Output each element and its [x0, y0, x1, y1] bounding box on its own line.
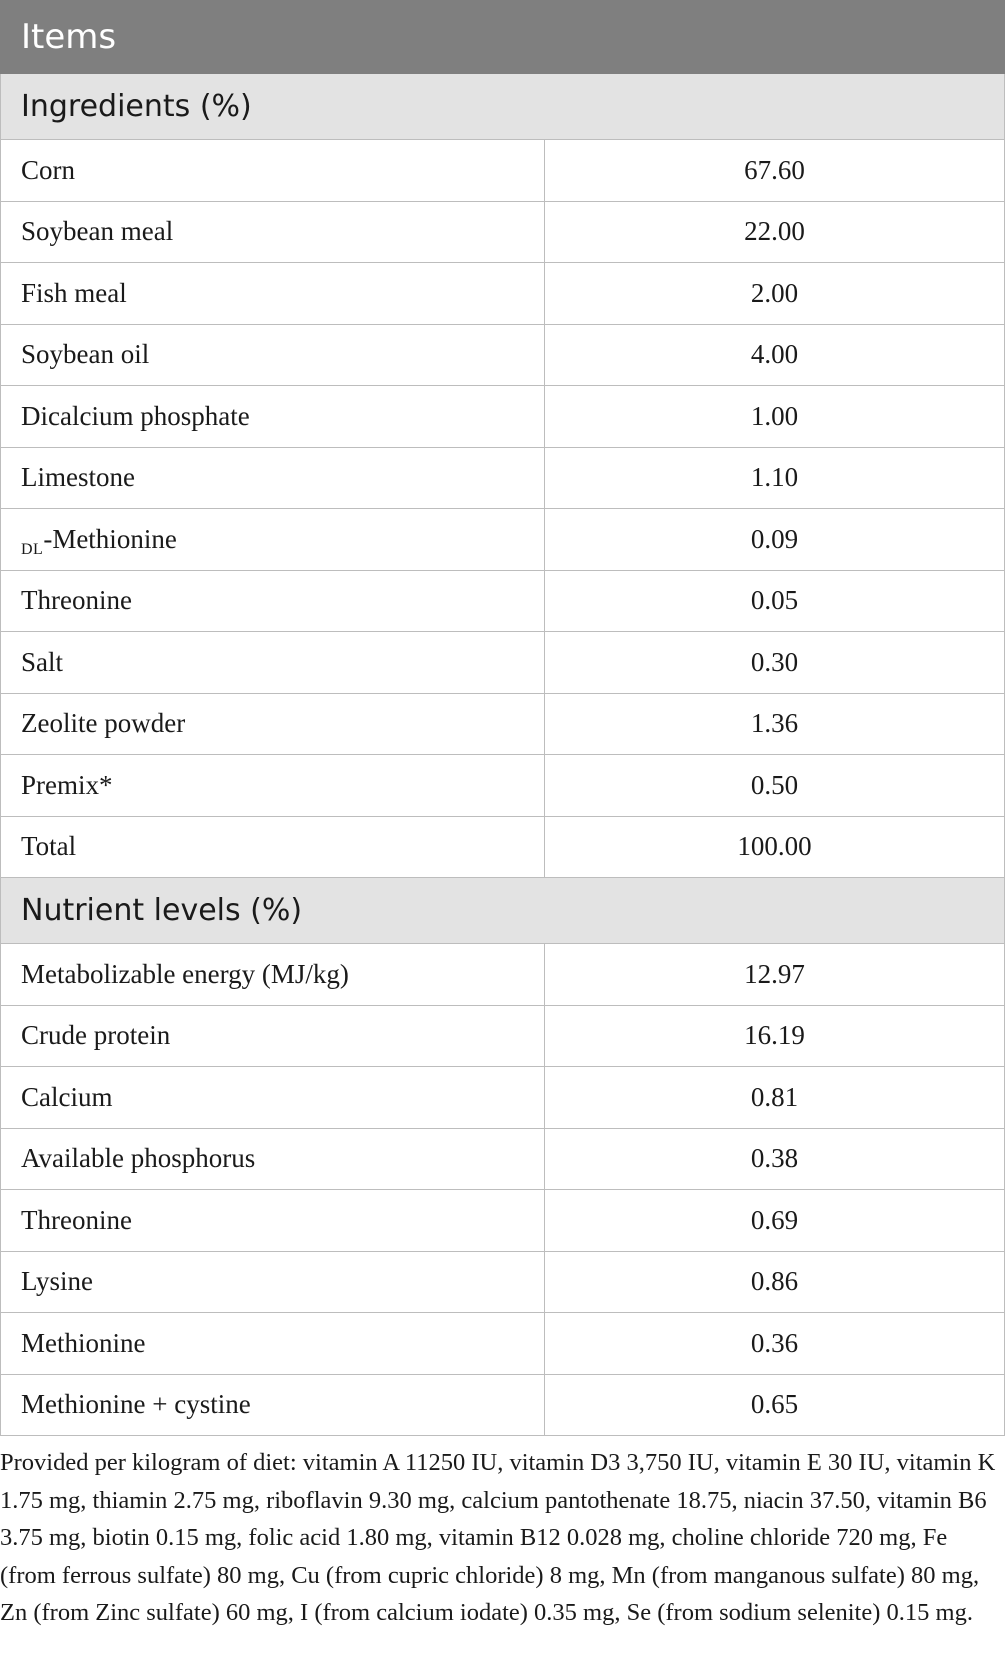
table-row [1, 1128, 1005, 1190]
row-label: Available phosphorus [1, 1128, 545, 1190]
row-value: 0.81 [545, 1067, 1005, 1129]
table-row [1, 755, 1005, 817]
row-label: Salt [1, 632, 545, 694]
row-value: 1.00 [545, 386, 1005, 448]
row-value: 0.36 [545, 1313, 1005, 1375]
table-row [1, 1190, 1005, 1252]
table-row [1, 324, 1005, 386]
table-row [1, 944, 1005, 1006]
section-header-row [1, 74, 1005, 140]
table-row [1, 570, 1005, 632]
row-value: 16.19 [545, 1005, 1005, 1067]
row-label: Lysine [1, 1251, 545, 1313]
table-row [1, 693, 1005, 755]
row-label: Soybean oil [1, 324, 545, 386]
row-value: 0.65 [545, 1374, 1005, 1436]
row-value: 0.38 [545, 1128, 1005, 1190]
row-value: 0.50 [545, 755, 1005, 817]
table-row [1, 1251, 1005, 1313]
row-value: 1.36 [545, 693, 1005, 755]
row-label: Threonine [1, 1190, 545, 1252]
table-row [1, 1313, 1005, 1375]
table-row [1, 1067, 1005, 1129]
row-label-text: -Methionine [43, 523, 177, 554]
row-label: Methionine [1, 1313, 545, 1375]
row-label: Metabolizable energy (MJ/kg) [1, 944, 545, 1006]
table-row [1, 1374, 1005, 1436]
row-value: 67.60 [545, 140, 1005, 202]
row-label: Threonine [1, 570, 545, 632]
row-label: Zeolite powder [1, 693, 545, 755]
row-label: Dicalcium phosphate [1, 386, 545, 448]
row-value: 0.69 [545, 1190, 1005, 1252]
table-row [1, 386, 1005, 448]
row-label: Corn [1, 140, 545, 202]
table-footnote: Provided per kilogram of diet: vitamin A 11250 IU, vitamin D3 3,750 IU, vitamin E 30 IU, vitamin K 1.75 mg, thiamin 2.75 mg, riboflavin 9.30 mg, calcium pantothenate 18.75, niacin 37.50, vitamin B6 3.75 mg, biotin 0.15 mg, folic acid 1.80 mg, vitamin B12 0.028 mg, choline chloride 720 mg, Fe (from ferrous sulfate) 80 mg, Cu (from cupric chloride) 8 mg, Mn (from manganous sulfate) 80 mg, Zn (from Zinc sulfate) 60 mg, I (from calcium iodate) 0.35 mg, Se (from sodium selenite) 0.15 mg. [0, 1449, 996, 1626]
row-label: Soybean meal [1, 201, 545, 263]
table-row [1, 816, 1005, 878]
row-label: Limestone [1, 447, 545, 509]
row-label: Crude protein [1, 1005, 545, 1067]
row-value: 0.05 [545, 570, 1005, 632]
table-row [1, 1005, 1005, 1067]
row-value: 2.00 [545, 263, 1005, 325]
table-header-row [1, 1, 1005, 74]
row-value: 0.86 [545, 1251, 1005, 1313]
row-label: Total [1, 816, 545, 878]
row-value: 22.00 [545, 201, 1005, 263]
dl-prefix: DL [21, 540, 44, 558]
section-title-nutrient-levels: Nutrient levels (%) [1, 878, 1005, 944]
section-title-ingredients: Ingredients (%) [1, 74, 1005, 140]
section-header-row [1, 878, 1005, 944]
row-value: 0.09 [545, 509, 1005, 571]
row-label [1, 509, 545, 571]
row-value: 100.00 [545, 816, 1005, 878]
table-row [1, 140, 1005, 202]
table-row [1, 447, 1005, 509]
row-value: 4.00 [545, 324, 1005, 386]
row-value: 0.30 [545, 632, 1005, 694]
table-row [1, 509, 1005, 571]
row-label: Premix* [1, 755, 545, 817]
table-row [1, 263, 1005, 325]
table-header-items: Items [1, 1, 1005, 74]
table-row [1, 201, 1005, 263]
row-value: 12.97 [545, 944, 1005, 1006]
row-label: Calcium [1, 1067, 545, 1129]
row-label: Methionine + cystine [1, 1374, 545, 1436]
row-label: Fish meal [1, 263, 545, 325]
table-row [1, 632, 1005, 694]
row-value: 1.10 [545, 447, 1005, 509]
